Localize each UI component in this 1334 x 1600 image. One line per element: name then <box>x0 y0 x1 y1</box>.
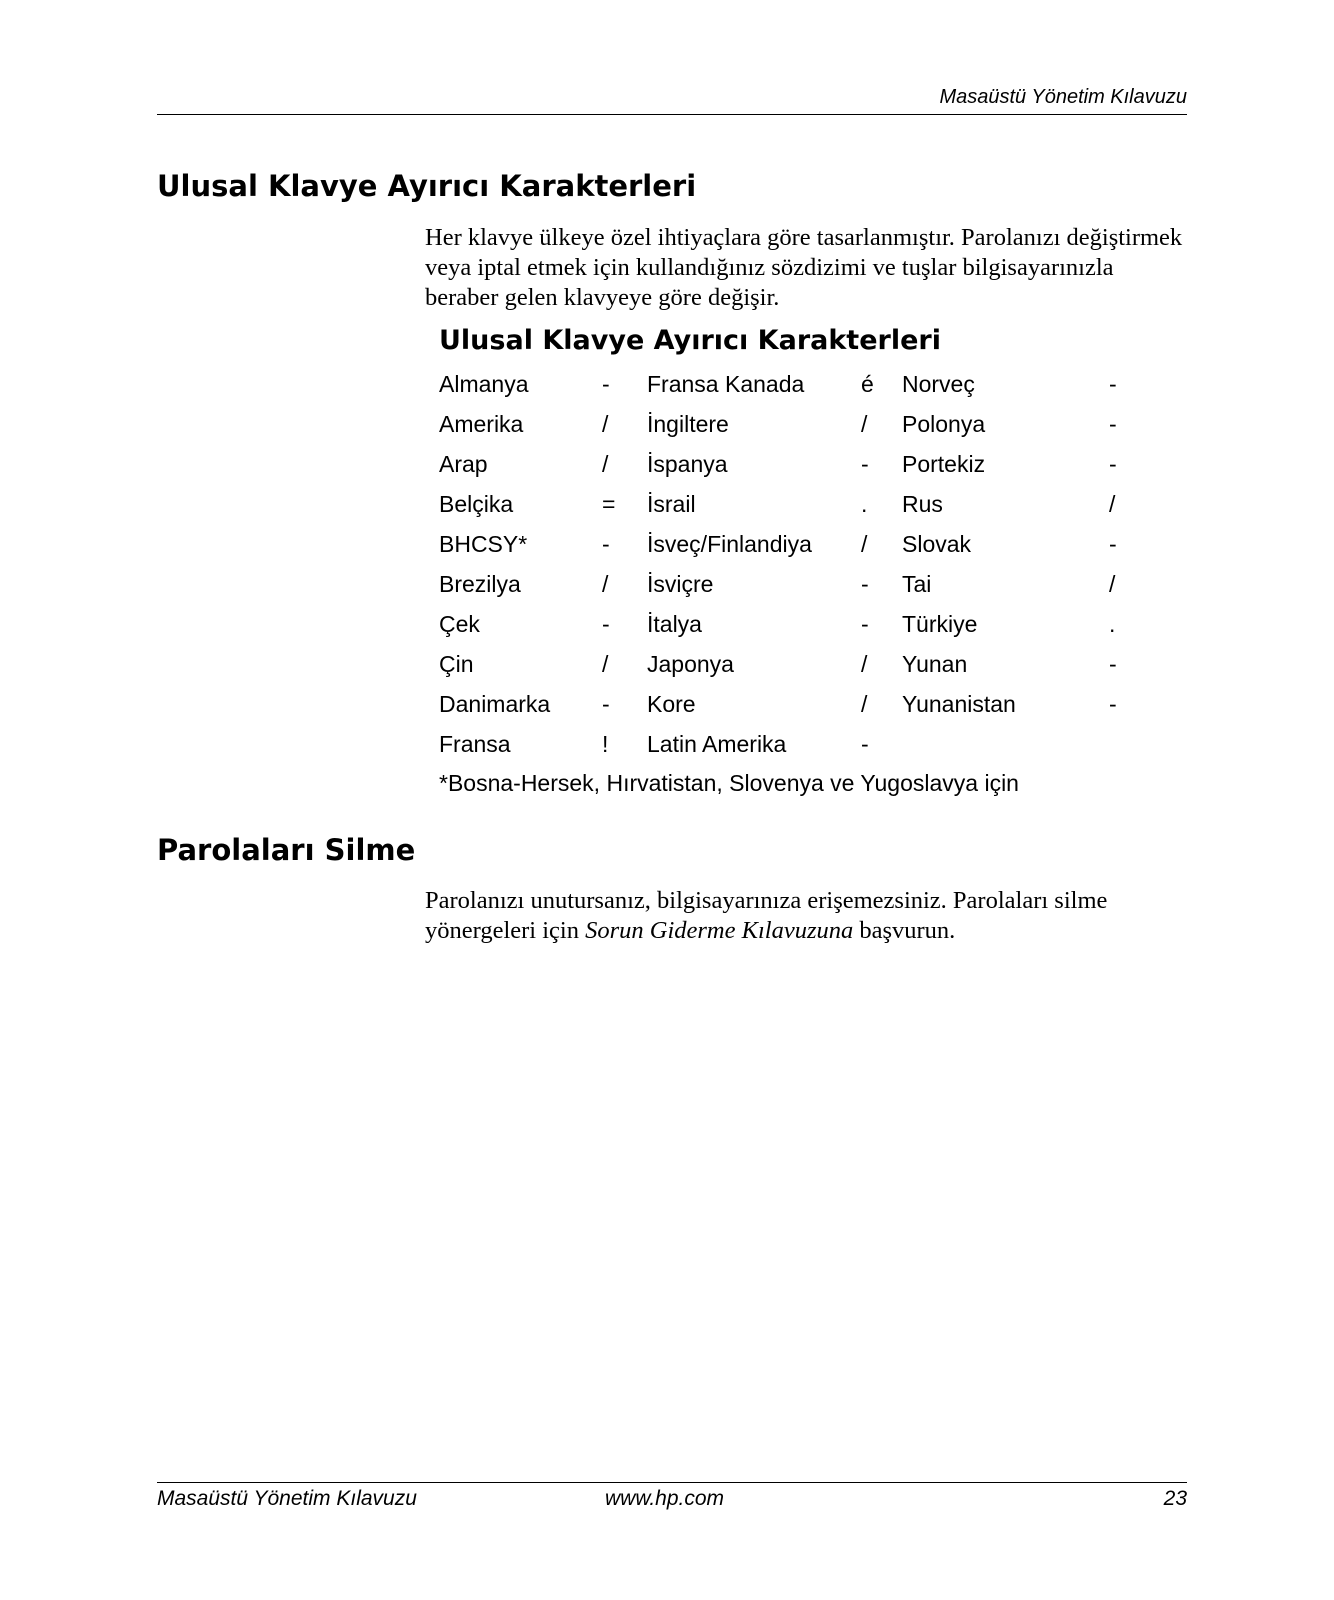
country-cell: Polonya <box>902 411 986 437</box>
country-cell: İspanya <box>647 451 728 477</box>
table-row <box>439 527 1129 567</box>
page-footer <box>157 1482 1187 1523</box>
table-row <box>439 447 1129 487</box>
separator-cell: = <box>602 491 616 517</box>
footer-url: www.hp.com <box>605 1487 725 1510</box>
table-title: Ulusal Klavye Ayırıcı Karakterleri <box>439 325 941 356</box>
country-cell: Latin Amerika <box>647 731 787 757</box>
separator-cell: - <box>1109 411 1117 437</box>
separator-cell: / <box>602 411 609 437</box>
separator-cell: . <box>1109 611 1116 637</box>
country-cell: Amerika <box>439 411 524 437</box>
separator-cell: ! <box>602 731 609 757</box>
country-cell: Yunanistan <box>902 691 1016 717</box>
page-header <box>157 84 1187 115</box>
footer-title: Masaüstü Yönetim Kılavuzu <box>157 1487 417 1510</box>
separator-cell: - <box>602 531 610 557</box>
separator-cell: / <box>1109 491 1116 517</box>
country-cell: Çek <box>439 611 480 637</box>
table-row <box>439 607 1129 647</box>
country-cell: İsrail <box>647 491 696 517</box>
country-cell: Kore <box>647 691 696 717</box>
separator-cell: . <box>861 491 868 517</box>
table-footnote: *Bosna-Hersek, Hırvatistan, Slovenya ve Yugoslavya için <box>439 770 1019 796</box>
table-row <box>439 487 1129 527</box>
country-cell: Norveç <box>902 371 975 397</box>
separator-cell: / <box>602 571 609 597</box>
country-cell: Brezilya <box>439 571 521 597</box>
separator-cell: / <box>602 651 609 677</box>
table-row <box>439 407 1129 447</box>
separator-cell: - <box>1109 451 1117 477</box>
separator-cell: - <box>1109 531 1117 557</box>
separators-intro-paragraph: Her klavye ülkeye özel ihtiyaçlara göre tasarlanmıştır. Parolanızı değiştirmek veya iptal etmek için kullandığınız sözdizimi ve tuşlar bilgisayarınızla beraber gelen klavyeye göre değişir. <box>425 224 1183 311</box>
clear-passwords-paragraph <box>425 886 1185 946</box>
separator-cell: - <box>861 611 869 637</box>
separator-cell: - <box>861 571 869 597</box>
paragraph-text-end: başvurun. <box>853 917 956 944</box>
separator-cell: / <box>861 691 868 717</box>
country-cell: Fransa Kanada <box>647 371 805 397</box>
country-cell: İsviçre <box>647 571 714 597</box>
section-heading-separators: Ulusal Klavye Ayırıcı Karakterleri <box>157 169 697 203</box>
separator-cell: - <box>602 371 610 397</box>
separator-cell: - <box>861 731 869 757</box>
country-cell: Yunan <box>902 651 968 677</box>
page-number: 23 <box>1163 1487 1187 1510</box>
table-row <box>439 367 1129 407</box>
table-row <box>439 687 1129 727</box>
country-cell: Danimarka <box>439 691 551 717</box>
separator-cell: - <box>1109 691 1117 717</box>
country-cell: Fransa <box>439 731 511 757</box>
country-cell: Rus <box>902 491 943 517</box>
separator-cell: / <box>861 531 868 557</box>
country-cell: Tai <box>902 571 932 597</box>
separator-cell: - <box>1109 371 1117 397</box>
table-row <box>439 727 1129 767</box>
separator-cell: / <box>602 451 609 477</box>
separator-cell: é <box>861 371 874 397</box>
country-cell: İsveç/Finlandiya <box>647 531 812 557</box>
separator-cell: - <box>861 451 869 477</box>
country-cell: Çin <box>439 651 474 677</box>
paragraph-text: Parolanızı unutursanız, bilgisayarınıza erişemezsiniz. Parolaları silme yönergeleri için <box>425 887 1108 944</box>
table-row <box>439 647 1129 687</box>
separator-cell: - <box>1109 651 1117 677</box>
country-cell: Japonya <box>647 651 734 677</box>
separator-cell: / <box>861 651 868 677</box>
country-cell: İngiltere <box>647 411 729 437</box>
country-cell: Türkiye <box>902 611 978 637</box>
separator-cell: / <box>1109 571 1116 597</box>
country-cell: Slovak <box>902 531 972 557</box>
header-title: Masaüstü Yönetim Kılavuzu <box>939 86 1187 108</box>
country-cell: İtalya <box>647 611 702 637</box>
country-cell: BHCSY* <box>439 531 528 557</box>
keyboard-separator-table <box>439 367 1129 767</box>
country-cell: Belçika <box>439 491 514 517</box>
section-heading-clear-passwords: Parolaları Silme <box>157 833 416 867</box>
separator-cell: - <box>602 691 610 717</box>
country-cell: Portekiz <box>902 451 986 477</box>
country-cell: Almanya <box>439 371 529 397</box>
guide-reference: Sorun Giderme Kılavuzuna <box>585 917 854 944</box>
separator-cell: / <box>861 411 868 437</box>
country-cell: Arap <box>439 451 488 477</box>
table-row <box>439 567 1129 607</box>
separator-cell: - <box>602 611 610 637</box>
